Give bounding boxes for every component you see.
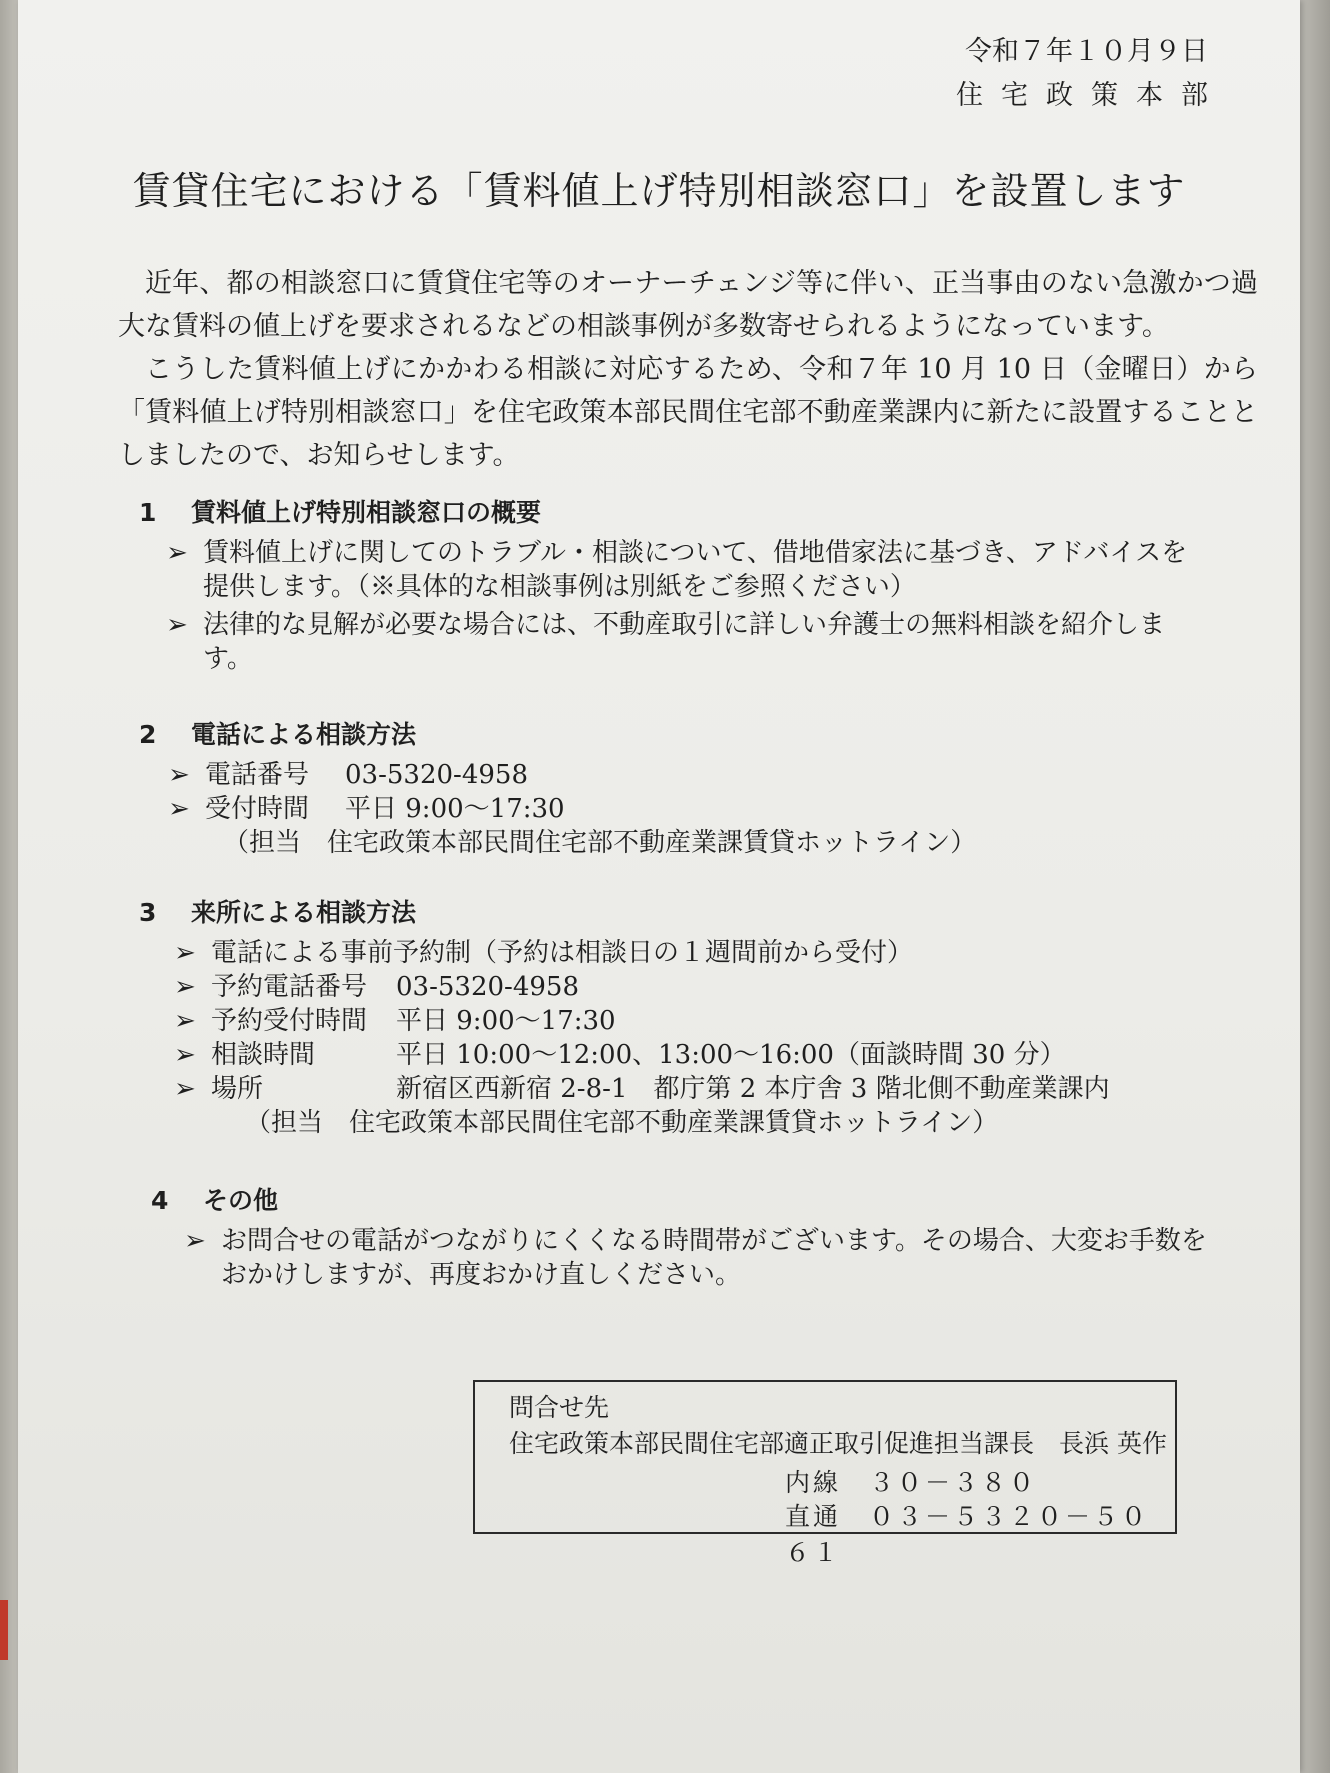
intro-paragraph: こうした賃料値上げにかかわる相談に対応するため、令和７年 10 月 10 日（金曜日）から「賃料値上げ特別相談窓口」を住宅政策本部民間住宅部不動産業課内に新たに設置することとしましたので、お知らせします。 [118,354,1258,471]
section-number: 1 [139,498,157,527]
arrow-bullet-icon: ➢ [174,1040,196,1070]
document-header [956,30,1226,118]
section-4 [123,1184,1213,1292]
section-note: （担当 住宅政策本部民間住宅部不動産業課賃貸ホットライン） [223,828,977,858]
section-1 [123,496,1203,676]
section-number: 4 [151,1186,169,1215]
intro-text [118,262,1258,477]
document-title: 賃貸住宅における「賃料値上げ特別相談窓口」を設置します [132,169,1186,213]
section-heading [123,1184,1213,1218]
backdrop-right-edge [1300,0,1330,1773]
section-2 [123,718,1203,860]
item-label: 電話番号 [205,760,310,790]
item-value: 平日 10:00～12:00、13:00～16:00（面談時間 30 分） [396,1040,1066,1070]
item-text: 法律的な見解が必要な場合には、不動産取引に詳しい弁護士の無料相談を紹介します。 [203,610,1166,674]
contact-person: 住宅政策本部民間住宅部適正取引促進担当課長 長浜 英作 [509,1429,1167,1458]
item-value: 新宿区西新宿 2-8-1 都庁第 2 本庁舎 3 階北側不動産業課内 [396,1074,1110,1104]
list-item [151,536,1203,604]
header-org: 住宅政策本部 [956,80,1226,111]
header-date: 令和７年１０月９日 [965,36,1208,67]
item-label: 電話による事前予約制（予約は相談日の１週間前から受付） [211,938,914,968]
item-label: 予約受付時間 [211,1006,368,1036]
item-value: 03-5320-4958 [345,760,528,790]
item-label: 相談時間 [211,1040,316,1070]
contact-direct: 直通 ０３－５３２０－５０６１ [785,1502,1150,1567]
list-item [159,936,1223,970]
list-item [153,792,1203,826]
section-number: 3 [139,898,157,927]
item-label: 受付時間 [205,794,310,824]
list-item [153,758,1203,792]
arrow-bullet-icon: ➢ [166,538,188,568]
item-value: 平日 9:00～17:30 [345,794,565,824]
document-sheet [18,0,1300,1773]
section-number: 2 [139,720,157,749]
item-text: 賃料値上げに関してのトラブル・相談について、借地借家法に基づき、アドバイスを提供します。（※具体的な相談事例は別紙をご参照ください） [203,538,1188,602]
section-title: その他 [203,1186,279,1215]
list-item [159,1038,1223,1072]
section-heading [123,718,1203,752]
contact-heading: 問合せ先 [509,1393,610,1422]
section-heading [123,896,1223,930]
backdrop-red-strip [0,1600,8,1660]
item-value: 03-5320-4958 [396,972,579,1002]
section-note: （担当 住宅政策本部民間住宅部不動産業課賃貸ホットライン） [245,1108,999,1138]
item-text: お問合せの電話がつながりにくくなる時間帯がございます。その場合、大変お手数をおかけしますが、再度おかけ直しください。 [221,1226,1207,1290]
arrow-bullet-icon: ➢ [166,610,188,640]
arrow-bullet-icon: ➢ [168,760,190,790]
arrow-bullet-icon: ➢ [174,1074,196,1104]
intro-paragraph: 近年、都の相談窓口に賃貸住宅等のオーナーチェンジ等に伴い、正当事由のない急激かつ過大な賃料の値上げを要求されるなどの相談事例が多数寄せられるようになっています。 [118,268,1258,342]
contact-box [473,1380,1177,1567]
list-item [159,1004,1223,1038]
item-label: 予約電話番号 [211,972,368,1002]
section-title: 賃料値上げ特別相談窓口の概要 [191,498,542,527]
arrow-bullet-icon: ➢ [174,1006,196,1036]
arrow-bullet-icon: ➢ [168,794,190,824]
list-item [151,608,1203,676]
list-item [159,1072,1223,1106]
section-title: 電話による相談方法 [191,720,417,749]
section-heading [123,496,1203,530]
contact-extension: 内線 ３０－３８０ [785,1468,1038,1497]
item-label: 場所 [211,1074,264,1104]
list-item [159,970,1223,1004]
list-item [169,1224,1213,1292]
section-3 [123,896,1223,1140]
arrow-bullet-icon: ➢ [184,1226,206,1256]
section-title: 来所による相談方法 [191,898,417,927]
arrow-bullet-icon: ➢ [174,938,196,968]
item-value: 平日 9:00～17:30 [396,1006,616,1036]
arrow-bullet-icon: ➢ [174,972,196,1002]
